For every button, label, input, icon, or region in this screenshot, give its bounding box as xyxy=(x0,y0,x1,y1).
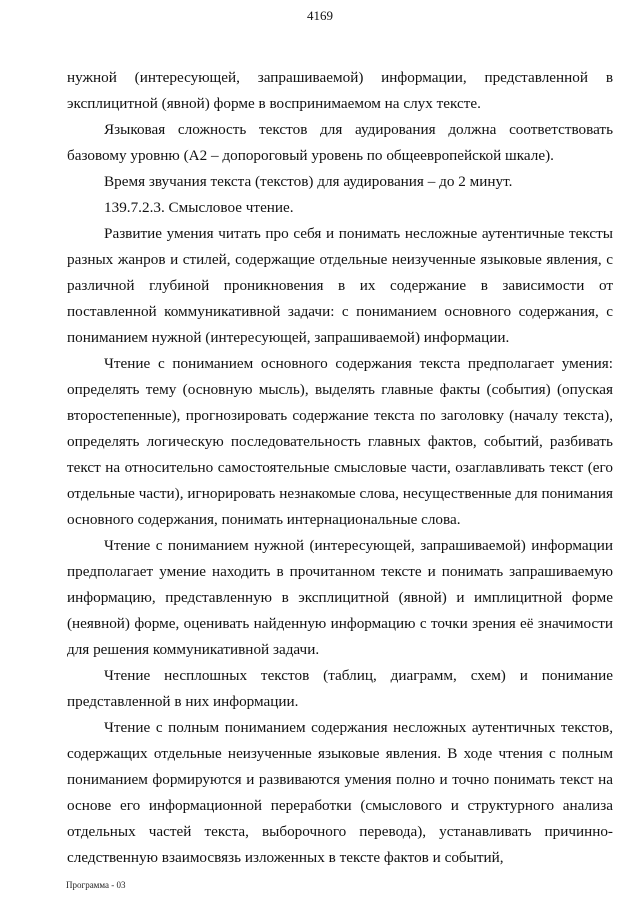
paragraph-7: Чтение с пониманием нужной (интересующей, запрашиваемой) информации предполагает умение находить в прочитанном тексте и понимать запрашиваемую информацию, представленную в эксплицитной (явной) и имплицитной форме (неявной) форме, оценивать найденную информацию с точки зрения её значимости для решения коммуникативной задачи. xyxy=(67,537,613,658)
paragraph-8: Чтение несплошных текстов (таблиц, диаграмм, схем) и понимание представленной в них информации. xyxy=(67,667,613,710)
paragraph-5: Развитие умения читать про себя и понимать несложные аутентичные тексты разных жанров и стилей, содержащие отдельные неизученные языковые явления, с различной глубиной проникновения в их содержание в зависимости от поставленной коммуникативной задачи: с пониманием основного содержания, с пониманием нужной (интересующей, запрашиваемой) информации. xyxy=(67,225,613,346)
paragraph-1: нужной (интересующей, запрашиваемой) информации, представленной в эксплицитной (явной) форме в воспринимаемом на слух тексте. xyxy=(67,69,613,112)
page-number: 4169 xyxy=(307,8,333,23)
section-heading: 139.7.2.3. Смысловое чтение. xyxy=(104,199,294,216)
paragraph-2: Языковая сложность текстов для аудирования должна соответствовать базовому уровню (А2 – допороговый уровень по общеевропейской шкале). xyxy=(67,121,613,164)
document-body xyxy=(67,65,613,871)
paragraph-9: Чтение с полным пониманием содержания несложных аутентичных текстов, содержащих отдельные неизученные языковые явления. В ходе чтения с полным пониманием формируются и развиваются умения полно и точно понимать текст на основе его информационной переработки (смыслового и структурного анализа отдельных частей текста, выборочного перевода), устанавливать причинно-следственную взаимосвязь изложенных в тексте фактов и событий, xyxy=(67,719,613,866)
paragraph-6: Чтение с пониманием основного содержания текста предполагает умения: определять тему (основную мысль), выделять главные факты (события) (опуская второстепенные), прогнозировать содержание текста по заголовку (началу текста), определять логическую последовательность главных фактов, событий, разбивать текст на относительно самостоятельные смысловые части, озаглавливать текст (его отдельные части), игнорировать незнакомые слова, несущественные для понимания основного содержания, понимать интернациональные слова. xyxy=(67,355,613,528)
paragraph-3: Время звучания текста (текстов) для аудирования – до 2 минут. xyxy=(104,173,513,190)
footer-program-label: Программа - 03 xyxy=(66,880,126,890)
